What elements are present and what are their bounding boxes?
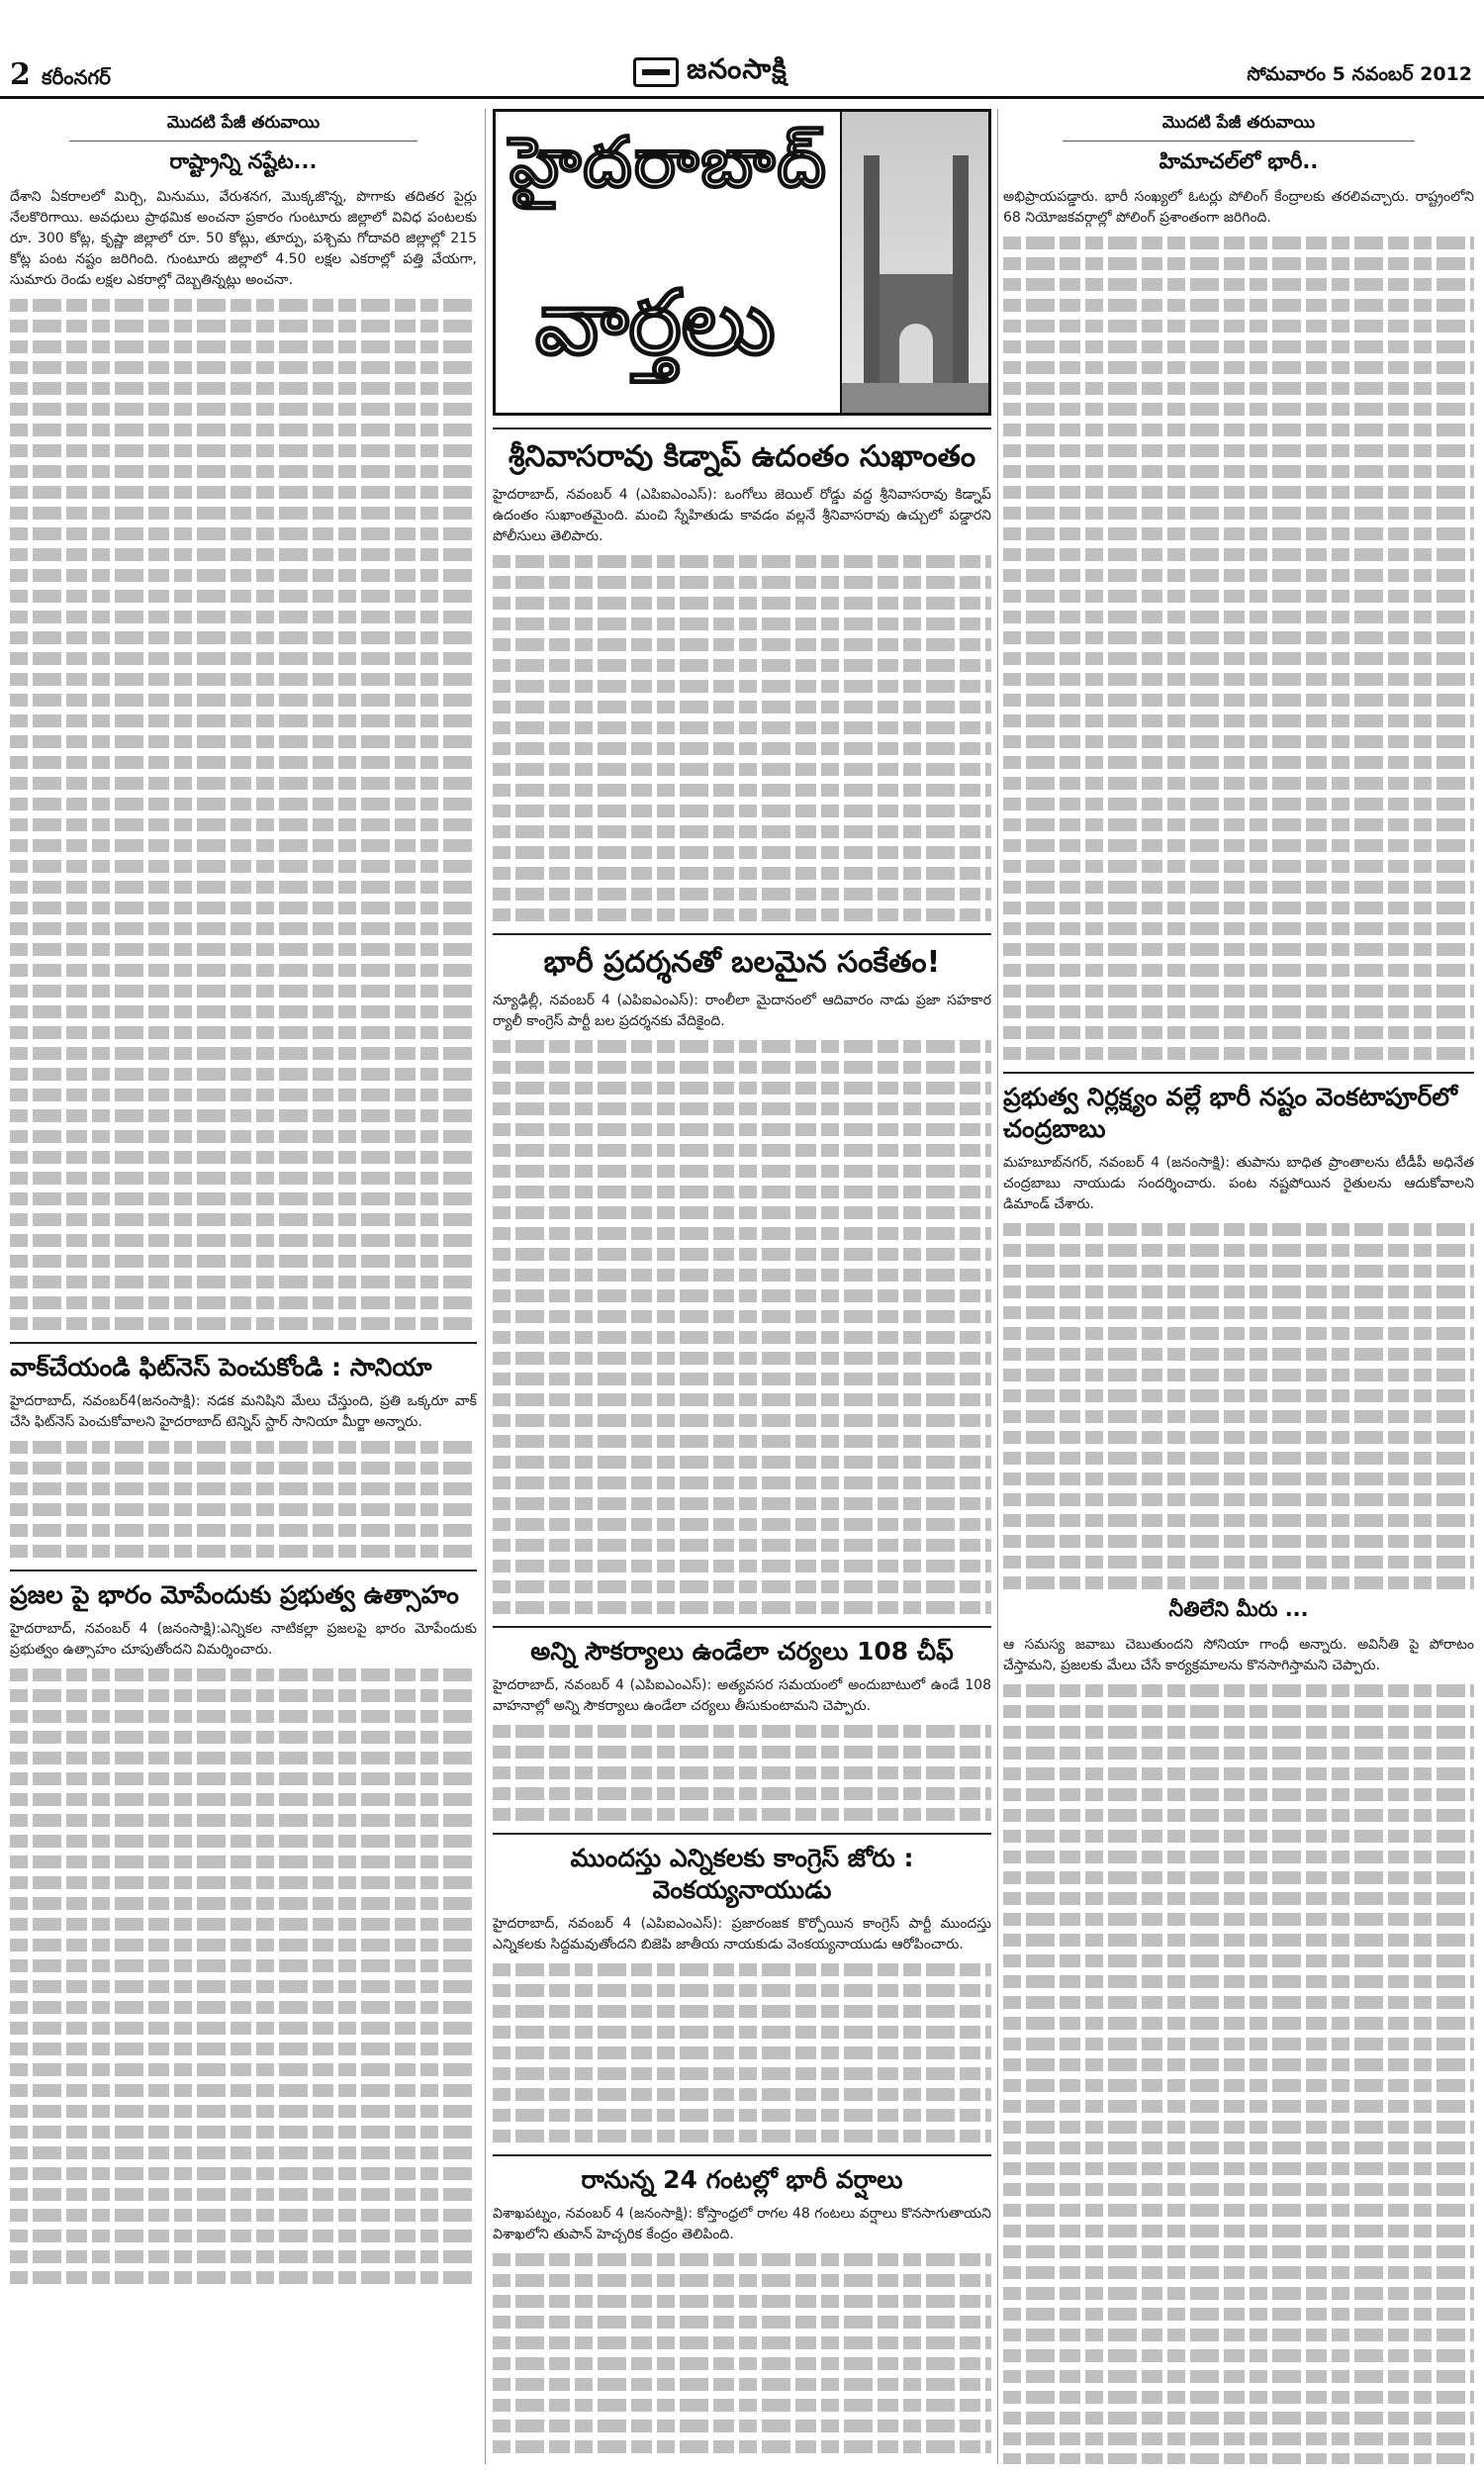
article-subhead: హిమాచల్‌లో భారీ.. (1159, 149, 1319, 173)
issue-date: సోమవారం 5 నవంబర్ 2012 (1247, 63, 1472, 85)
article-body: హైదరాబాద్, నవంబర్ 4 (జనంసాక్షి):ఎన్నికల నాటికల్లా ప్రజలపై భారం మోపేందుకు ప్రభుత్వం ఉత్సాహం చూపుతోందని విమర్శించారు. (10, 1621, 477, 1658)
article-body: దేశాని ఏకరాలలో మిర్చి, మినుము, వేరుశనగ, మొక్కజొన్న, పొగాకు తదితర పైర్లు నేలకొరిగాయి. అవధులు ప్రాథమిక అంచనా ప్రకారం గుంటూరు జిల్లాలో వివిధ పంటలకు రూ. 300 కోట్ల, కృష్ణా జిల్లాలో రూ. 50 కోట్లు, తూర్పు, పశ్చిమ గోదావరి జిల్లాల్లో 215 కోట్ల పంట నష్టం జరిగింది. గుంటూరు జిల్లాలో 4.50 లక్షల ఎకరాల్లో పత్తి వేయగా, సుమారు రెండు లక్షల ఎకరాల్లో దెబ్బతిన్నట్లు అంచనా. (10, 189, 477, 288)
article-body: ఆ సమస్య జవాబు చెబుతుందని సోనియా గాంధీ అన్నారు. అవినీతి పై పోరాటం చేస్తామని, ప్రజలకు మేలు చేసే కార్యక్రమాలను కొనసాగిస్తామని చెప్పారు. (1003, 1637, 1474, 1673)
article-body: హైదరాబాద్, నవంబర్ 4 (ఎపిఐఎంఎస్): ఒంగోలు జెయిల్ రోడ్డు వద్ద శ్రీనివాసరావు కిడ్నాప్ ఉదంతం సుఖాంతమైంది. మంచి స్నేహితుడు కావడం వల్లనే శ్రీనివాసరావు ఉచ్చులో పడ్డారని పోలీసులు తెలిపారు. (493, 487, 991, 544)
text-lines (493, 1725, 991, 1821)
masthead (0, 0, 1484, 99)
article-headline: శ్రీనివాసరావు కిడ్నాప్ ఉదంతం సుఖాంతం (493, 428, 991, 477)
text-lines (1003, 237, 1474, 1060)
charminar-icon (840, 112, 988, 413)
article-body: మహబూబ్‌నగర్, నవంబర్ 4 (జనంసాక్షి): తుపాను బాధిత ప్రాంతాలను టీడీపీ అధినేత చంద్రబాబు నాయుడు సందర్శించారు. పంట నష్టపోయిన రైతులను ఆదుకోవాలని డిమాండ్ చేశారు. (1003, 1155, 1474, 1212)
section-banner (493, 109, 991, 416)
text-lines (10, 1668, 477, 2284)
column-divider (485, 109, 486, 2464)
middle-column (493, 109, 991, 2464)
article-headline: వాక్‌చేయండి ఫిట్‌నెస్ పెంచుకోండి : సానియా (10, 1342, 477, 1383)
article-headline: ప్రజల పై భారం మోపేందుకు ప్రభుత్వ ఉత్సాహం (10, 1570, 477, 1611)
article-headline: ముందస్తు ఎన్నికలకు కాంగ్రెస్ జోరు : వెంకయ్యనాయుడు (493, 1833, 991, 1906)
article-body: హైదరాబాద్, నవంబర్4(జనంసాక్షి): నడక మనిషిని మేలు చేస్తుంది, ప్రతి ఒక్కరూ వాక్ చేసి ఫిట్‌నెస్ పెంచుకోవాలని హైదరాబాద్ టెన్నిస్ స్టార్ సానియా మీర్జా అన్నారు. (10, 1393, 477, 1430)
continued-label: మొదటి పేజీ తరువాయి (1063, 109, 1415, 142)
article-headline: ప్రభుత్వ నిర్లక్ష్యం వల్లే భారీ నష్టం వెంకటాపూర్‌లో చంద్రబాబు (1003, 1072, 1474, 1145)
column-divider (997, 109, 998, 2464)
banner-subtitle: వార్తలు (535, 270, 776, 375)
article-headline: అన్ని సౌకర్యాలు ఉండేలా చర్యలు 108 చీఫ్ (493, 1626, 991, 1667)
brand-logo-icon (633, 57, 679, 87)
left-column (10, 109, 477, 2464)
article-headline: భారీ ప్రదర్శనతో బలమైన సంకేతం! (493, 933, 991, 983)
article-body: హైదరాబాద్, నవంబర్ 4 (ఎపిఐఎంఎస్): అత్యవసర సమయంలో అందుబాటులో ఉండే 108 వాహనాల్లో అన్ని సౌకర్యాలు ఉండేలా చర్యలు తీసుకుంటామని చెప్పారు. (493, 1677, 991, 1714)
edition-name: కరీంనగర్ (42, 65, 111, 89)
continued-label: మొదటి పేజీ తరువాయి (69, 109, 417, 142)
text-lines (10, 1441, 477, 1558)
article-body: అభిప్రాయపడ్డారు. భారీ సంఖ్యలో ఓటర్లు పోలింగ్ కేంద్రాలకు తరలివచ్చారు. రాష్ట్రంలోని 68 నియోజకవర్గాల్లో పోలింగ్ ప్రశాంతంగా జరిగింది. (1003, 189, 1474, 226)
page-number: 2 (10, 57, 31, 92)
text-lines (10, 299, 477, 1330)
banner-title: హైదరాబాద్ (510, 121, 828, 203)
text-lines (493, 1040, 991, 1614)
text-lines (1003, 1684, 1474, 2464)
text-lines (493, 555, 991, 921)
article-subhead: నీతిలేని మీరు ... (1168, 1597, 1309, 1621)
text-lines (493, 2253, 991, 2453)
article-headline: రానున్న 24 గంటల్లో భారీ వర్షాలు (493, 2154, 991, 2196)
text-lines (1003, 1223, 1474, 1589)
article-subhead: రాష్ట్రాన్ని నష్టేట... (169, 149, 318, 173)
right-column (1003, 109, 1474, 2464)
brand (633, 52, 788, 89)
text-lines (493, 1963, 991, 2142)
article-body: హైదరాబాద్, నవంబర్ 4 (ఎపిఐఎంఎస్): ప్రజారంజక కొర్పోయిన కాంగ్రెస్ పార్టీ ముందస్తు ఎన్నికలకు సిద్దమవుతోందని బిజెపి జాతీయ నాయకుడు వెంకయ్యనాయుడు ఆరోపించారు. (493, 1916, 991, 1952)
article-body: విశాఖపట్నం, నవంబర్ 4 (జనంసాక్షి): కోస్తాంధ్రలో రాగల 48 గంటలు వర్షాలు కొనసాగుతాయని విశాఖలోని తుపాన్ హెచ్చరిక కేంద్రం తెలిపింది. (493, 2206, 991, 2242)
article-body: న్యూఢిల్లీ, నవంబర్ 4 (ఎపిఐఎంఎస్): రాంలీలా మైదానంలో ఆదివారం నాడు ప్రజా సహకార ర్యాలీ కాంగ్రెస్ పార్టీ బల ప్రదర్శనకు వేదికైంది. (493, 993, 991, 1029)
brand-name: జనంసాక్షి (687, 52, 788, 85)
